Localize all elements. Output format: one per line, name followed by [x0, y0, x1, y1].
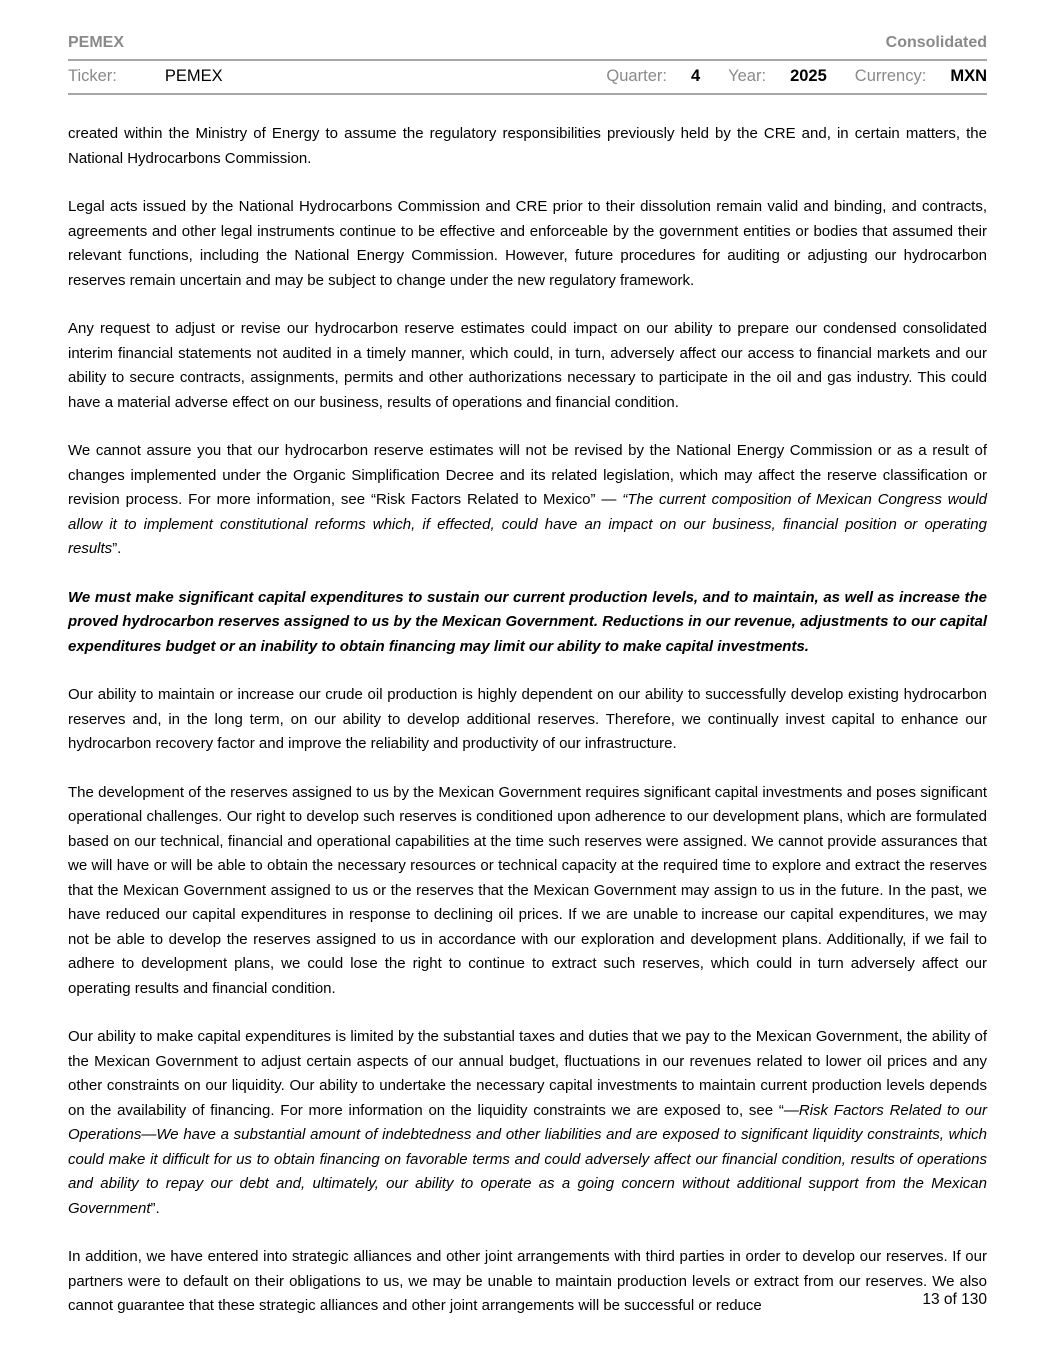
text-segment: ”. — [150, 1199, 160, 1217]
text-segment: The development of the reserves assigned to us by the Mexican Government requires significant capital investments and poses significant operational challenges. Our right to develop such reserves is conditioned upon adherence to our development plans, which are formulated based on our technical, financial and operational capabilities at the time such reserves were assigned. We cannot provide assurances that we will have or will be able to obtain the necessary resources or technical capacity at the required time to explore and extract the reserves that the Mexican Government assigned to us or the reserves that the Mexican Government may assign to us in the future. In the past, we have reduced our capital expenditures in response to declining oil prices. If we are unable to increase our capital expenditures, we may not be able to develop the reserves assigned to us in accordance with our exploration and development plans. Additionally, if we fail to adhere to development plans, we could lose the right to continue to extract such reserves, which could in turn adversely affect our operating results and financial condition. — [68, 783, 987, 997]
text-segment: created within the Ministry of Energy to assume the regulatory responsibilities previously held by the CRE and, in certain matters, the National Hydrocarbons Commission. — [68, 125, 987, 167]
quarter-label: Quarter: — [606, 67, 667, 85]
paragraph — [68, 439, 987, 562]
year-value: 2025 — [790, 67, 827, 85]
paragraph — [68, 195, 987, 293]
report-header-meta — [68, 61, 987, 95]
text-segment: Our ability to maintain or increase our crude oil production is highly dependent on our ability to successfully develop existing hydrocarbon reserves and, in the long term, on our ability to develop additional reserves. Therefore, we continually invest capital to enhance our hydrocarbon recovery factor and improve the reliability and productivity of our infrastructure. — [68, 686, 987, 752]
paragraph — [68, 122, 987, 171]
text-segment: ”. — [112, 540, 122, 557]
report-header-top — [68, 34, 987, 61]
document-body — [68, 122, 987, 1319]
quarter-value: 4 — [690, 67, 701, 85]
text-segment: Legal acts issued by the National Hydrocarbons Commission and CRE prior to their dissolution remain valid and binding, and contracts, agreements and other legal instruments continue to be effective and enforceable by the government entities or bodies that assumed their relevant functions, including the National Energy Commission. However, future procedures for auditing or adjusting our hydrocarbon reserves remain uncertain and may be subject to change under the new regulatory framework. — [68, 198, 987, 289]
text-segment: In addition, we have entered into strategic alliances and other joint arrangements with third parties in order to develop our reserves. If our partners were to default on their obligations to us, we may be unable to maintain production levels or extract from our reserves. We also cannot guarantee that these strategic alliances and other joint arrangements will be successful or reduce — [68, 1248, 987, 1314]
text-segment: Any request to adjust or revise our hydrocarbon reserve estimates could impact on our ability to prepare our condensed consolidated interim financial statements not audited in a timely manner, which could, in turn, adversely affect our access to financial markets and our ability to secure contracts, assignments, permits and other authorizations necessary to participate in the oil and gas industry. This could have a material adverse effect on our business, results of operations and financial condition. — [68, 320, 987, 411]
paragraph — [68, 683, 987, 757]
paragraph — [68, 1025, 987, 1221]
year-pair — [728, 67, 827, 86]
currency-value: MXN — [950, 67, 987, 85]
year-label: Year: — [728, 67, 767, 85]
text-segment: “The current composition of Mexican Congress would allow it to implement constitutional reforms which, if effected, could have an impact on our business, financial position or operating results — [68, 491, 987, 557]
paragraph — [68, 781, 987, 1002]
paragraph — [68, 586, 987, 660]
company-name: PEMEX — [68, 34, 125, 51]
text-segment: We must make significant capital expenditures to sustain our current production levels, and to maintain, as well as increase the proved hydrocarbon reserves assigned to us by the Mexican Government. Reductions in our revenue, adjustments to our capital expenditures budget or an inability to obtain financing may limit our ability to make capital investments. — [68, 588, 987, 655]
text-segment: Our ability to make capital expenditures is limited by the substantial taxes and duties that we pay to the Mexican Government, the ability of the Mexican Government to adjust certain aspects of our annual budget, fluctuations in our revenues related to lower oil prices and any other constraints on our liquidity. Our ability to undertake the necessary capital investments to maintain current production levels depends on the availability of financing. For more information on the liquidity constraints we are exposed to, see “ — [68, 1028, 987, 1119]
meta-group — [606, 67, 987, 86]
quarter-pair — [606, 67, 700, 86]
paragraph — [68, 317, 987, 415]
currency-pair — [855, 67, 987, 86]
currency-label: Currency: — [854, 67, 927, 85]
ticker-value: PEMEX — [164, 67, 223, 85]
page-number: 13 of 130 — [922, 1291, 987, 1308]
report-scope: Consolidated — [885, 34, 987, 51]
text-segment: —Risk Factors Related to our Operations—We have a substantial amount of indebtedness and other liabilities and are exposed to significant liquidity constraints, which could make it difficult for us to obtain financing on favorable terms and could adversely affect our financial condition, results of operations and ability to repay our debt and, ultimately, our ability to operate as a going concern without additional support from the Mexican Government — [68, 1101, 987, 1217]
ticker-label: Ticker: — [68, 67, 117, 85]
text-segment: We cannot assure you that our hydrocarbon reserve estimates will not be revised by the National Energy Commission or as a result of changes implemented under the Organic Simplification Decree and its related legislation, which may affect the reserve classification or revision process. For more information, see “Risk Factors Related to Mexico” — — [68, 442, 987, 508]
ticker-group — [68, 67, 223, 86]
paragraph — [68, 1245, 987, 1319]
